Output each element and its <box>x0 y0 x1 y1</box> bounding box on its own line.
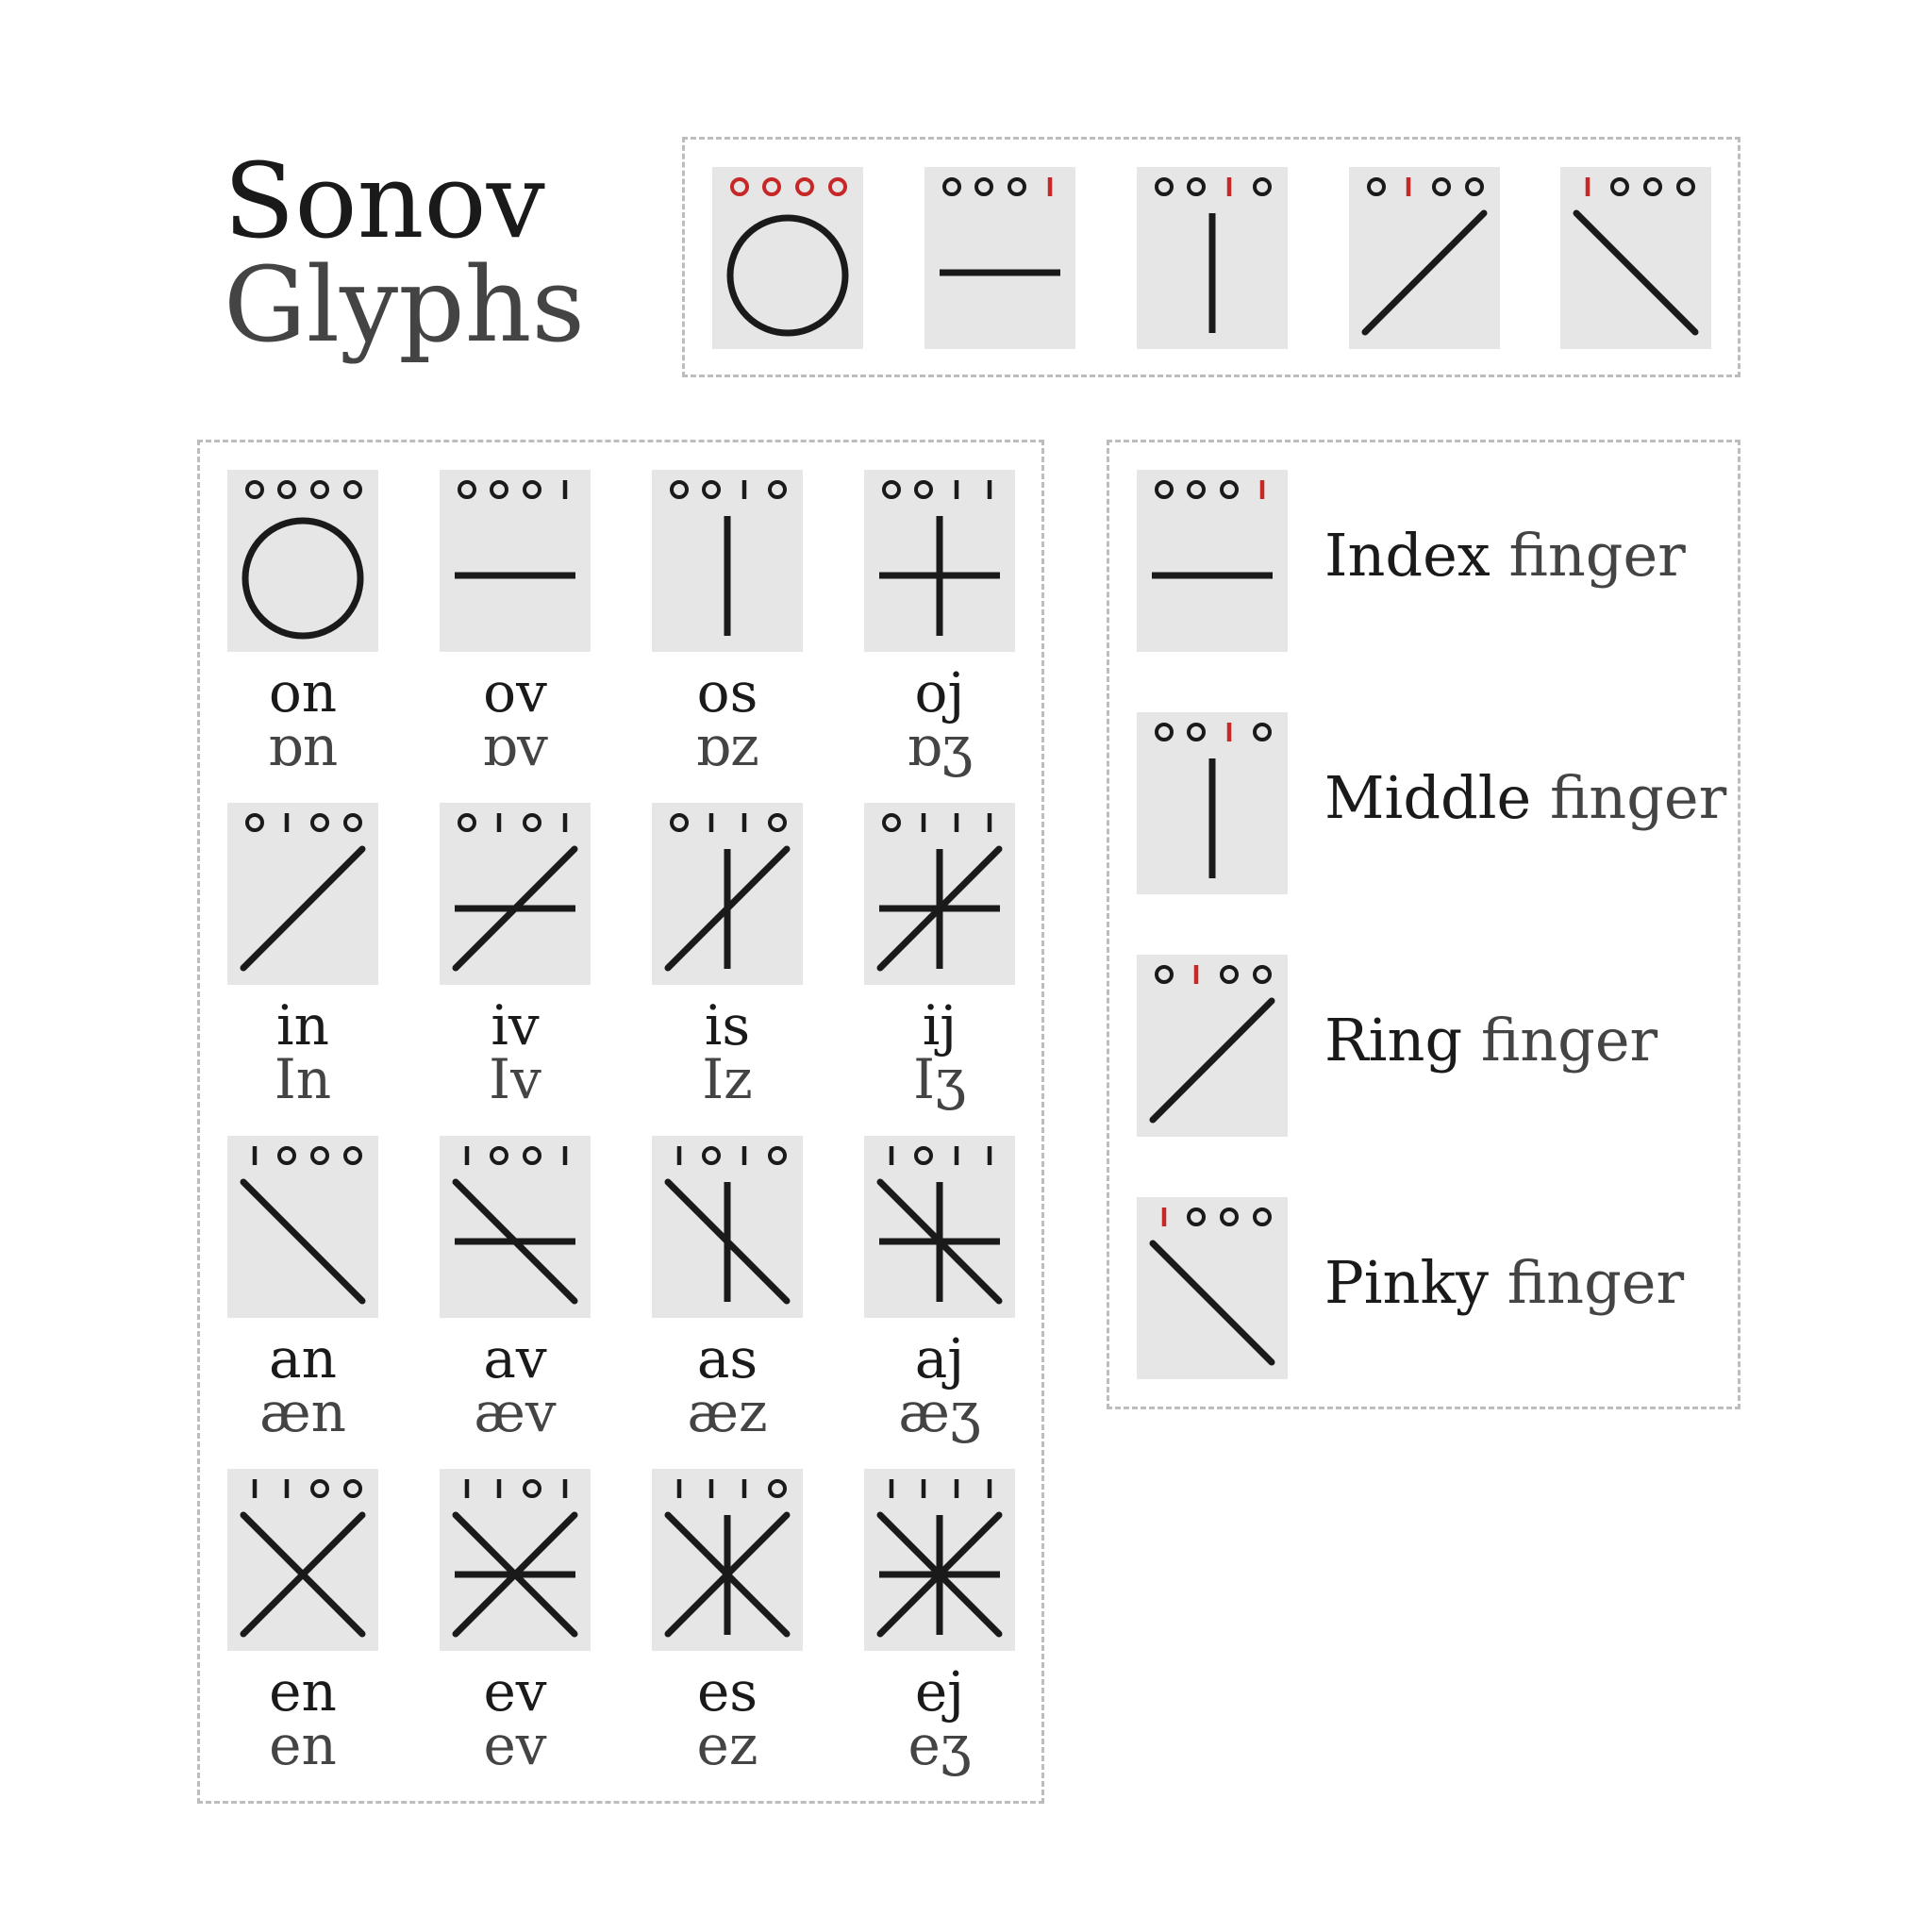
glyph-pronunciation: ɒv <box>482 714 548 778</box>
glyph-aj <box>864 1136 1015 1318</box>
indicator-open-dot <box>1645 179 1660 194</box>
stroke-circle <box>730 218 845 333</box>
finger-name: Ring <box>1324 1006 1463 1074</box>
indicator-open-dot <box>884 482 899 497</box>
glyph-label: in <box>276 993 329 1058</box>
glyph-on <box>227 470 378 652</box>
legend-label-middle <box>1324 763 1727 832</box>
legend-label-ring <box>1324 1006 1658 1074</box>
glyph-ev <box>440 1469 591 1651</box>
glyph-svg <box>1137 470 1288 652</box>
indicator-open-dot <box>345 1481 360 1496</box>
glyph-label: ij <box>922 993 958 1058</box>
glyph-pronunciation: æʒ <box>898 1380 981 1444</box>
glyph-label: as <box>696 1326 758 1391</box>
indicator-open-dot <box>1189 1209 1204 1224</box>
indicator-open-dot <box>770 815 785 830</box>
glyph-label: es <box>696 1659 758 1724</box>
glyph-svg <box>1349 167 1500 349</box>
indicator-open-dot <box>704 482 719 497</box>
glyph-label: on <box>268 660 338 724</box>
indicator-open-dot <box>279 1148 294 1163</box>
indicator-open-dot <box>525 482 540 497</box>
glyph-pronunciation: Iʒ <box>913 1047 966 1111</box>
indicator-open-dot <box>916 1148 931 1163</box>
title-glyphs: Glyphs <box>224 244 585 365</box>
glyph-label: is <box>704 993 751 1058</box>
stroke-diag-up <box>1153 1001 1272 1120</box>
finger-name: Index <box>1324 521 1491 590</box>
glyph-svg <box>864 1136 1015 1318</box>
glyph-svg <box>652 803 803 985</box>
glyph-svg <box>712 167 863 349</box>
indicator-open-dot <box>459 815 475 830</box>
stroke-diag-up <box>243 849 362 968</box>
indicator-open-dot <box>916 482 931 497</box>
glyph-svg <box>440 1469 591 1651</box>
glyph-svg <box>924 167 1075 349</box>
indicator-open-dot <box>672 815 687 830</box>
glyph-av <box>440 1136 591 1318</box>
glyph-pronunciation: eʒ <box>908 1713 972 1777</box>
glyph-label: ev <box>483 1659 547 1724</box>
indicator-open-dot <box>459 482 475 497</box>
indicator-open-dot <box>312 1148 327 1163</box>
glyph-pronunciation: In <box>274 1047 332 1111</box>
glyph-svg <box>440 470 591 652</box>
stroke-diag-up <box>1365 213 1484 332</box>
glyph-svg <box>227 470 378 652</box>
glyph-label: iv <box>491 993 540 1058</box>
indicator-open-dot <box>525 1148 540 1163</box>
glyph-in <box>227 803 378 985</box>
legend-glyph-middle <box>1137 712 1288 894</box>
glyph-svg <box>864 470 1015 652</box>
indicator-open-dot <box>830 179 845 194</box>
indicator-open-dot <box>491 482 507 497</box>
indicator-open-dot <box>770 1148 785 1163</box>
stroke-circle <box>245 521 360 636</box>
indicator-open-dot <box>1255 1209 1270 1224</box>
indicator-open-dot <box>1255 724 1270 740</box>
legend-glyph-pinky <box>1137 1197 1288 1379</box>
indicator-open-dot <box>1369 179 1384 194</box>
glyph-svg <box>227 803 378 985</box>
glyph-es <box>652 1469 803 1651</box>
glyph-pronunciation: ez <box>696 1713 758 1777</box>
indicator-open-dot <box>1255 967 1270 982</box>
glyph-ej <box>864 1469 1015 1651</box>
indicator-open-dot <box>732 179 747 194</box>
glyph-label: av <box>483 1326 547 1391</box>
glyph-en <box>227 1469 378 1651</box>
glyph-pronunciation: ɒz <box>695 714 759 778</box>
indicator-open-dot <box>312 482 327 497</box>
indicator-open-dot <box>1678 179 1693 194</box>
glyph-svg <box>440 1136 591 1318</box>
finger-suffix: finger <box>1507 1248 1685 1317</box>
top-glyph-0 <box>712 167 863 349</box>
indicator-open-dot <box>672 482 687 497</box>
top-glyph-2 <box>1137 167 1288 349</box>
indicator-open-dot <box>1157 482 1172 497</box>
finger-name: Middle <box>1324 763 1532 832</box>
indicator-open-dot <box>1222 967 1237 982</box>
indicator-open-dot <box>1009 179 1024 194</box>
indicator-open-dot <box>1255 179 1270 194</box>
top-glyph-3 <box>1349 167 1500 349</box>
indicator-open-dot <box>1222 1209 1237 1224</box>
glyph-svg <box>652 1136 803 1318</box>
glyph-svg <box>652 470 803 652</box>
top-glyph-1 <box>924 167 1075 349</box>
glyph-svg <box>227 1136 378 1318</box>
glyph-label: en <box>269 1659 337 1724</box>
indicator-open-dot <box>1434 179 1449 194</box>
indicator-open-dot <box>1157 179 1172 194</box>
glyph-as <box>652 1136 803 1318</box>
indicator-open-dot <box>770 482 785 497</box>
title-sonov: Sonov <box>224 141 545 261</box>
indicator-open-dot <box>525 815 540 830</box>
indicator-open-dot <box>279 482 294 497</box>
indicator-open-dot <box>770 1481 785 1496</box>
stroke-diag-down <box>1153 1243 1272 1362</box>
glyph-svg <box>864 1469 1015 1651</box>
glyph-iv <box>440 803 591 985</box>
stroke-diag-down <box>243 1182 362 1301</box>
glyph-pronunciation: en <box>269 1713 337 1777</box>
glyph-label: an <box>269 1326 337 1391</box>
stroke-diag-down <box>1576 213 1695 332</box>
glyph-pronunciation: Iz <box>702 1047 753 1111</box>
legend-glyph-index <box>1137 470 1288 652</box>
glyph-pronunciation: ɒʒ <box>907 714 973 778</box>
indicator-open-dot <box>1157 724 1172 740</box>
glyph-label: oj <box>914 660 965 724</box>
finger-suffix: finger <box>1549 763 1727 832</box>
legend-glyph-ring <box>1137 955 1288 1137</box>
indicator-open-dot <box>704 1148 719 1163</box>
legend-label-pinky <box>1324 1248 1685 1317</box>
glyph-ov <box>440 470 591 652</box>
indicator-open-dot <box>345 482 360 497</box>
legend-label-index <box>1324 521 1686 590</box>
glyph-pronunciation: æz <box>687 1380 768 1444</box>
glyph-svg <box>1137 712 1288 894</box>
indicator-open-dot <box>1189 724 1204 740</box>
glyph-svg <box>864 803 1015 985</box>
glyph-svg <box>227 1469 378 1651</box>
glyph-label: aj <box>914 1326 965 1391</box>
indicator-open-dot <box>1157 967 1172 982</box>
glyph-svg <box>1137 955 1288 1137</box>
finger-suffix: finger <box>1508 521 1686 590</box>
indicator-open-dot <box>797 179 812 194</box>
glyph-svg <box>1137 1197 1288 1379</box>
indicator-open-dot <box>312 1481 327 1496</box>
indicator-open-dot <box>1189 179 1204 194</box>
indicator-open-dot <box>764 179 779 194</box>
glyph-label: os <box>696 660 758 724</box>
glyph-an <box>227 1136 378 1318</box>
glyph-pronunciation: Iv <box>489 1047 541 1111</box>
indicator-open-dot <box>884 815 899 830</box>
indicator-open-dot <box>1189 482 1204 497</box>
glyph-label: ej <box>914 1659 965 1724</box>
indicator-open-dot <box>247 482 262 497</box>
glyph-svg <box>652 1469 803 1651</box>
glyph-pronunciation: æn <box>259 1380 346 1444</box>
glyph-is <box>652 803 803 985</box>
finger-suffix: finger <box>1480 1006 1658 1074</box>
indicator-open-dot <box>976 179 991 194</box>
indicator-open-dot <box>1467 179 1482 194</box>
indicator-open-dot <box>491 1148 507 1163</box>
indicator-open-dot <box>312 815 327 830</box>
indicator-open-dot <box>247 815 262 830</box>
glyph-label: ov <box>483 660 547 724</box>
top-glyph-4 <box>1560 167 1711 349</box>
glyph-ij <box>864 803 1015 985</box>
glyph-svg <box>1137 167 1288 349</box>
glyph-svg <box>1560 167 1711 349</box>
indicator-open-dot <box>345 815 360 830</box>
glyph-pronunciation: æv <box>474 1380 557 1444</box>
indicator-open-dot <box>944 179 959 194</box>
indicator-open-dot <box>1612 179 1627 194</box>
glyph-pronunciation: ev <box>483 1713 547 1777</box>
glyph-os <box>652 470 803 652</box>
glyph-oj <box>864 470 1015 652</box>
indicator-open-dot <box>1222 482 1237 497</box>
finger-name: Pinky <box>1324 1248 1490 1317</box>
glyph-pronunciation: ɒn <box>267 714 339 778</box>
glyph-svg <box>440 803 591 985</box>
indicator-open-dot <box>525 1481 540 1496</box>
indicator-open-dot <box>345 1148 360 1163</box>
